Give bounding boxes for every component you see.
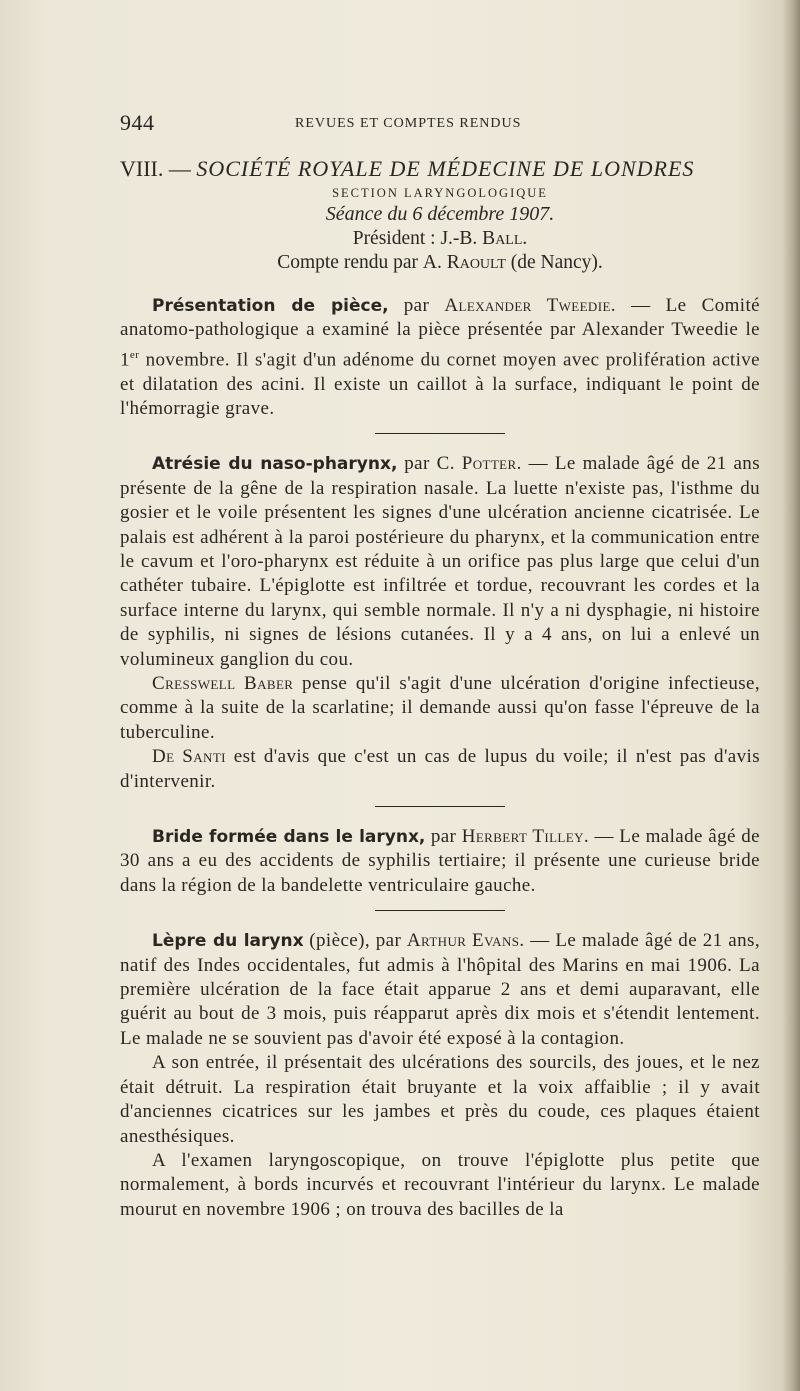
article-text: — Le malade âgé de 30 ans a eu des accidents de syphilis tertiaire; il présente une curieuse bride dans la région de la bandelette ventriculaire gauche. <box>120 826 760 896</box>
article-by: par <box>397 453 437 475</box>
article-by: par <box>388 295 445 316</box>
article-title: Bride formée dans le larynx, <box>152 827 426 848</box>
article-by: par <box>425 826 462 848</box>
article-by: par <box>369 930 407 952</box>
subsection-title: SECTION LARYNGOLOGIQUE <box>332 186 548 200</box>
article-atresie <box>120 452 760 672</box>
section-divider <box>375 910 505 911</box>
article-text: — Le malade âgé de 21 ans, natif des Indes occidentales, fut admis à l'hôpital des Marins en mai 1906. La première ulcération de la face était apparue 2 ans et demi auparavant, elle guérit au bout de 3 mois, puis réapparut après dix mois et s'étendit lentement. Le malade ne se souvient pas d'avoir été exposé à la contagion. <box>120 930 760 1049</box>
paragraph-entree: A son entrée, il présentait des ulcérations des sourcils, des joues, et le nez était détruit. La respiration était bruyante et la voix affaiblie ; il y avait d'anciennes cicatrices sur les jambes et près du coude, ces plaques étaient anesthésiques. <box>120 1052 760 1147</box>
paragraph-baber <box>120 672 760 745</box>
president-line <box>120 228 760 250</box>
article-title: Présentation de pièce, <box>152 296 389 316</box>
section-divider <box>375 433 505 434</box>
president-name: J.-B. Ball. <box>440 228 528 249</box>
article-bride <box>120 825 760 898</box>
section-divider <box>375 806 505 807</box>
compte-suffix: (de Nancy). <box>505 252 603 273</box>
paragraph-text: pense qu'il s'agit d'une ulcération d'origine infectieuse, comme à la suite de la scarlatine; il demande aussi qu'on fasse l'épreuve de la tuberculine. <box>120 673 761 743</box>
article-author: C. Potter. <box>436 453 522 475</box>
article-title: Atrésie du naso-pharynx, <box>152 454 398 475</box>
section-title-text: SOCIÉTÉ ROYALE DE MÉDECINE DE LONDRES <box>196 156 695 181</box>
article-text: — Le malade âgé de 21 ans présente de la gêne de la respiration nasale. La luette n'existe pas, l'isthme du gosier et le voile présentent les signes d'une ulcération ancienne cicatrisée. Le palais est adhérent à la paroi postérieure du pharynx, et la communication entre le cavum et l'oro-pharynx est réduite à un orifice pas plus large que celui d'un cathéter tubaire. L'épiglotte est infiltrée et tordue, recouvrant les cordes et la surface interne du larynx, qui semble normale. Il n'y a ni dysphagie, ni histoire de syphilis, ni signes de lésions cutanées. Il y a 4 ans, on lui a enlevé un volumineux ganglion du cou. <box>120 453 760 670</box>
article-author: Alexander Tweedie. <box>444 295 616 316</box>
page-header <box>120 110 760 146</box>
report-author-line <box>120 252 760 274</box>
article-author: Herbert Tilley. <box>461 826 590 848</box>
president-prefix: Président : <box>352 228 441 249</box>
running-title: REVUES ET COMPTES RENDUS <box>295 116 522 131</box>
article-title: Lèpre du larynx <box>152 931 304 952</box>
compte-author: A. Raoult <box>422 252 506 273</box>
section-number: VIII. — <box>120 156 191 181</box>
article-author: Arthur Evans. <box>406 930 525 952</box>
article-presentation-piece <box>120 294 760 421</box>
compte-prefix: Compte rendu par <box>277 252 423 273</box>
seance-date: Séance du 6 décembre 1907. <box>325 203 555 225</box>
page-edge-shadow <box>782 0 800 1391</box>
article-text: — Le Comité anatomo-pathologique a examiné la pièce présentée par Alexander Tweedie le 1 <box>120 295 760 371</box>
article-title-suffix: (pièce), <box>303 930 370 952</box>
speaker-name: Cresswell Baber <box>152 673 294 695</box>
article-text-cont: novembre. Il s'agit d'un adénome du cornet moyen avec prolifération active et dilatation des acini. Il existe un caillot à la surface, indiquant le point de l'hémorragie grave. <box>120 349 760 419</box>
ordinal-superscript: er <box>129 348 140 361</box>
section-title <box>120 156 760 182</box>
speaker-name: De Santi <box>152 746 226 768</box>
paragraph-santi <box>120 745 760 794</box>
page-number: 944 <box>120 110 155 135</box>
article-lepre <box>120 929 760 1051</box>
page-content <box>120 110 760 1222</box>
paragraph-text: est d'avis que c'est un cas de lupus du voile; il n'est pas d'avis d'intervenir. <box>120 746 760 792</box>
paragraph-examen: A l'examen laryngoscopique, on trouve l'épiglotte plus petite que normalement, à bords incurvés et recouvrant l'intérieur du larynx. Le malade mourut en novembre 1906 ; on trouva des bacilles de la <box>120 1149 760 1220</box>
